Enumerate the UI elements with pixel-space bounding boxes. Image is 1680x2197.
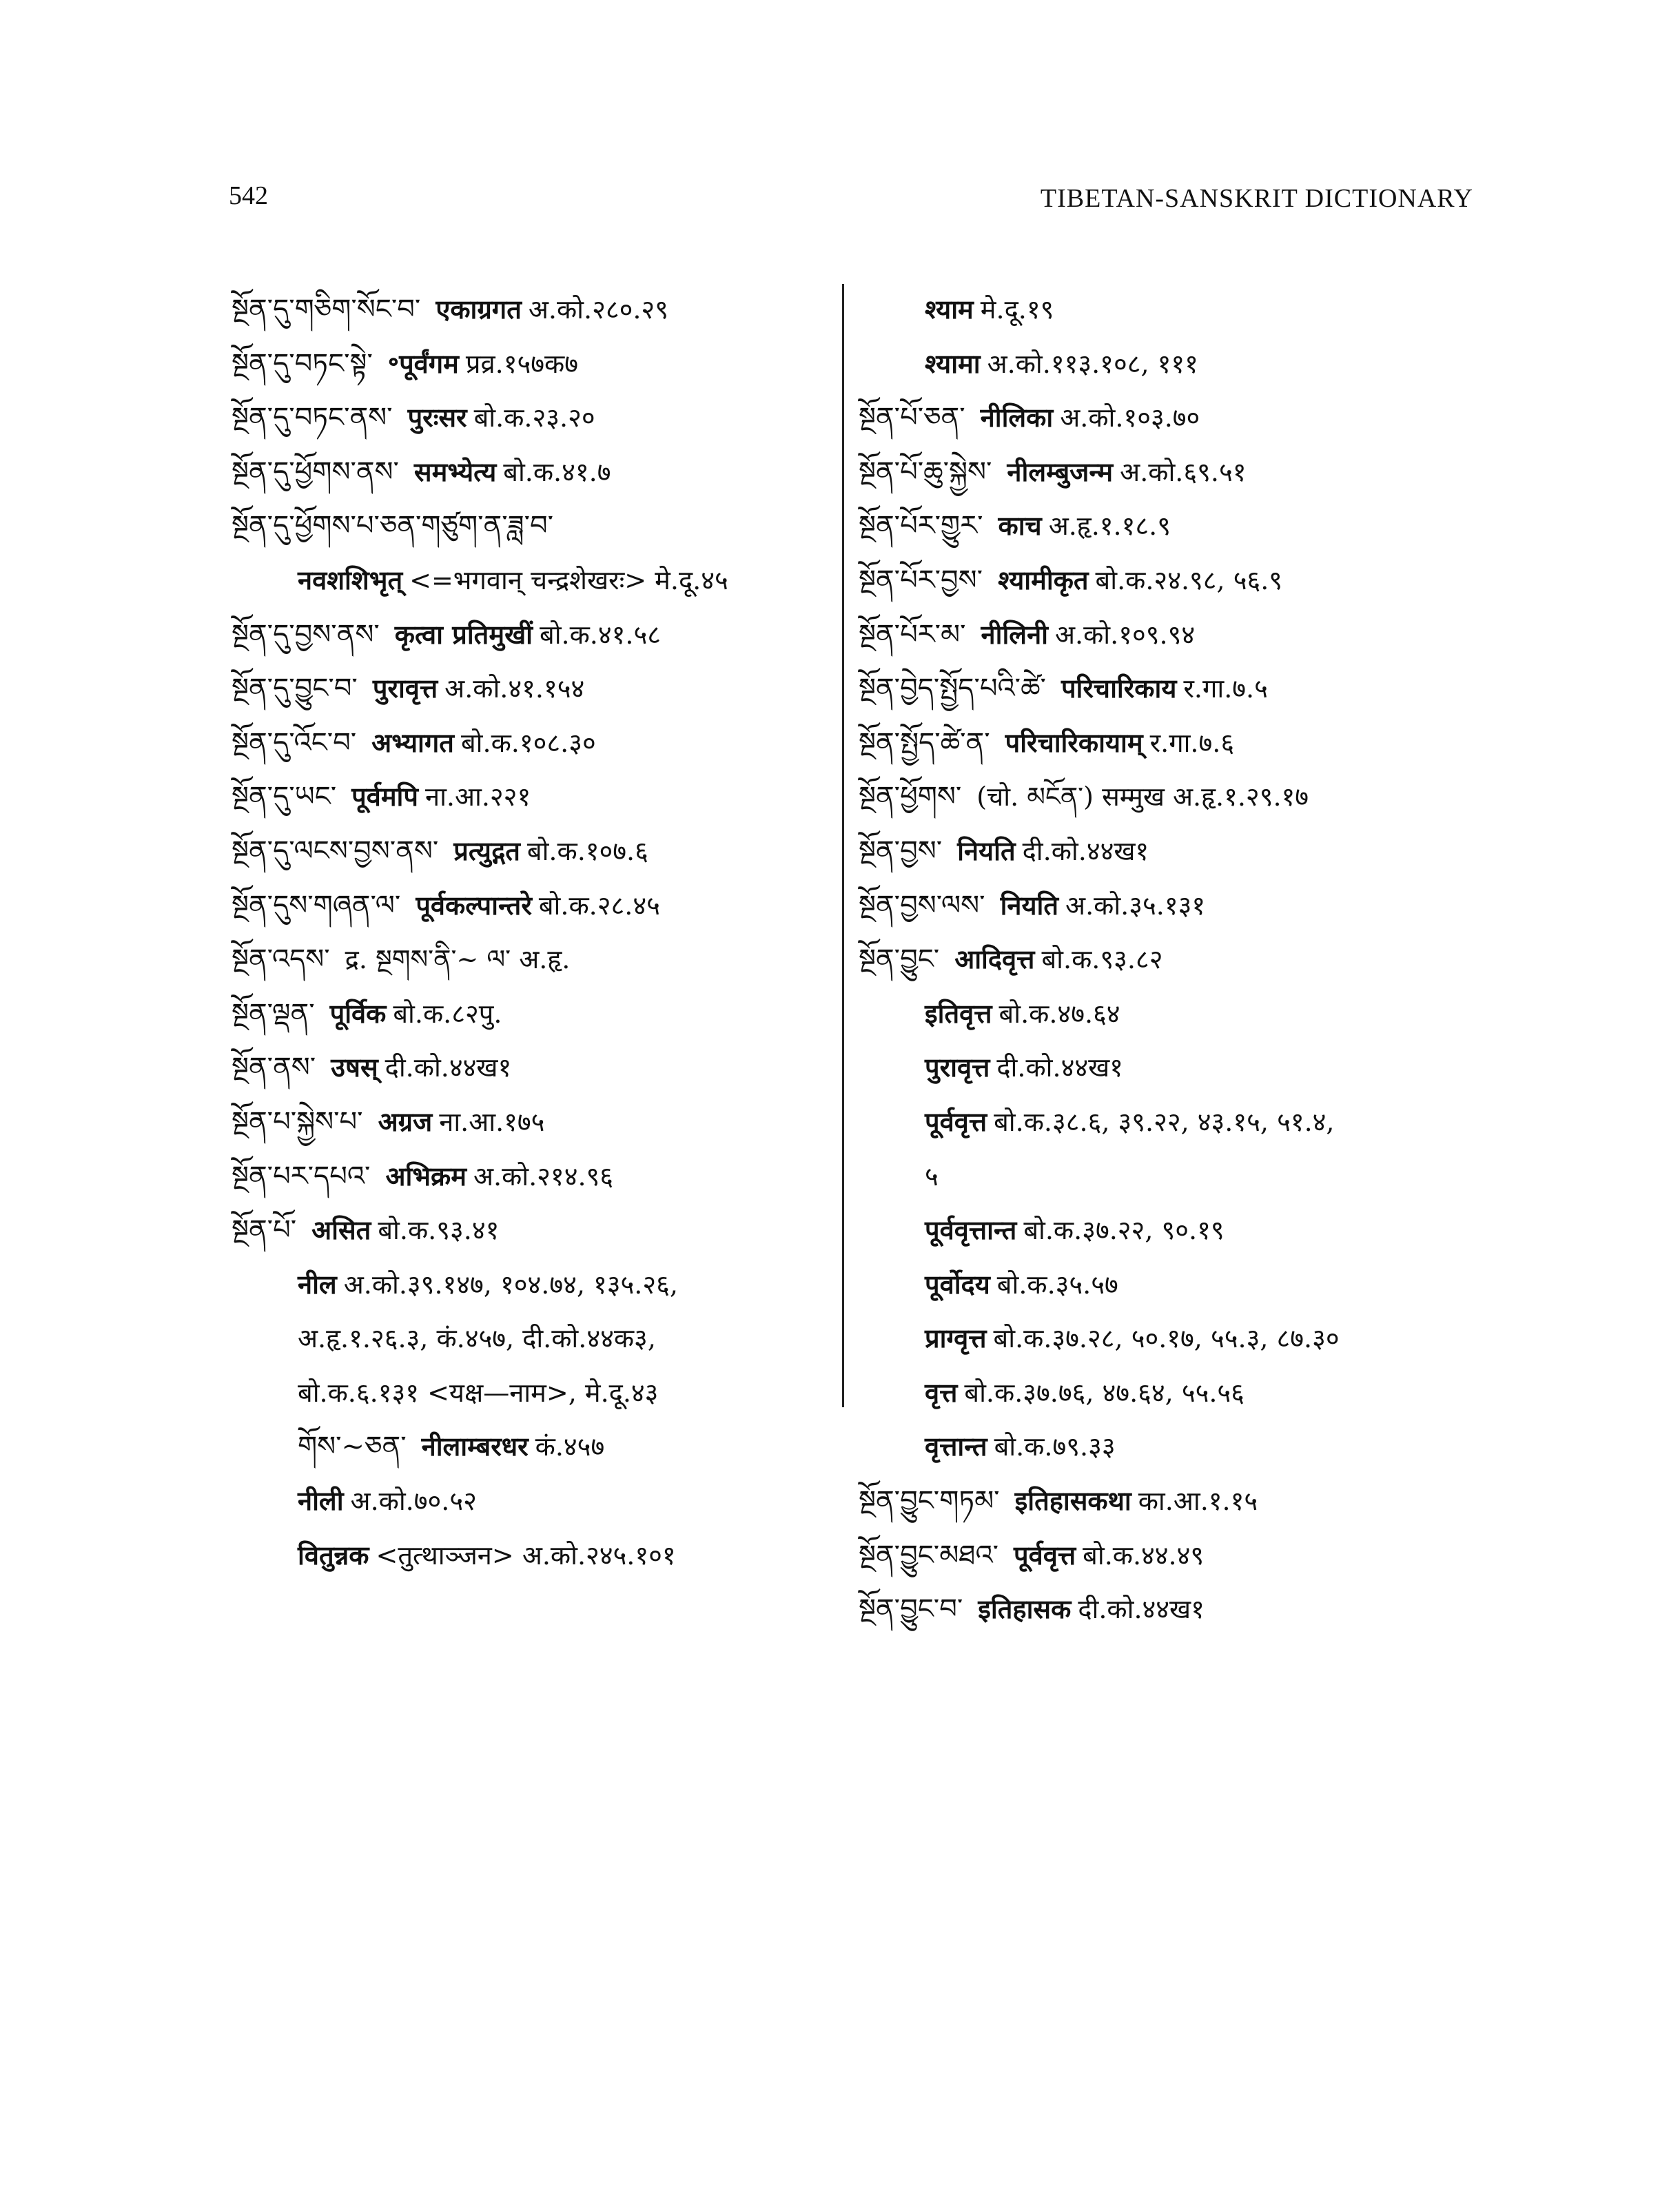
dictionary-entry xyxy=(859,879,1465,933)
source-reference: बो.क.४७.६४ xyxy=(998,998,1120,1029)
dictionary-entry xyxy=(232,337,838,391)
source-reference: ५ xyxy=(925,1161,939,1192)
source-reference: बो.क.२८.४५ xyxy=(538,890,660,921)
sanskrit-equivalent: परिचारिकायाम् xyxy=(1005,726,1143,758)
sanskrit-equivalent: अभिक्रम xyxy=(385,1160,467,1192)
sanskrit-equivalent: वृत्त xyxy=(925,1376,958,1408)
dictionary-entry xyxy=(859,553,1465,608)
sanskrit-equivalent: आदिवृत्त xyxy=(954,943,1035,975)
tibetan-headword: སྔོན་པོར་མ་ xyxy=(859,618,966,651)
sanskrit-equivalent: कृत्वा प्रतिमुखीं xyxy=(394,618,533,650)
sanskrit-equivalent: नीलिनी xyxy=(981,618,1049,650)
dictionary-entry xyxy=(232,608,838,662)
source-reference: कं.४५७ xyxy=(535,1431,605,1462)
source-reference: अ.को.२१४.९६ xyxy=(473,1161,614,1192)
dictionary-entry xyxy=(859,391,1465,445)
page-number: 542 xyxy=(229,181,268,210)
tibetan-headword: སྔོན་ནས་ xyxy=(232,1052,316,1084)
source-reference: बो.क.३७.७६, ४७.६४, ५५.५६ xyxy=(964,1377,1244,1408)
tibetan-headword: སྔོན་དུ་ཕྱོགས་པ་ཅན་གཙུག་ན་ཟླ་བ་ xyxy=(232,510,554,542)
sanskrit-equivalent: प्राग्वृत्त xyxy=(925,1322,987,1354)
running-head: TIBETAN-SANSKRIT DICTIONARY xyxy=(1040,184,1473,213)
sub-entry xyxy=(232,1420,838,1474)
source-reference: बो.क.१०८.३० xyxy=(460,727,596,758)
dictionary-entry xyxy=(859,1474,1465,1529)
sanskrit-equivalent: परिचारिकाय xyxy=(1061,673,1177,704)
dictionary-entry xyxy=(232,824,838,879)
tibetan-headword: སྔོན་བྱུང་གཏམ་ xyxy=(859,1485,1000,1518)
tibetan-headword: སྔོན་དུ་བཏང་སྟེ་ xyxy=(232,347,373,380)
sanskrit-equivalent: पूर्ववृत्त xyxy=(1014,1539,1076,1571)
source-reference: बो.क.९३.४१ xyxy=(378,1215,500,1246)
sub-entry xyxy=(232,553,838,608)
sanskrit-equivalent: नियति xyxy=(1000,889,1059,921)
source-reference: अ.को.६९.५१ xyxy=(1120,456,1247,487)
source-reference: <तुत्थाञ्जन> अ.को.२४५.१०१ xyxy=(376,1540,676,1571)
sub-entry xyxy=(859,1041,1465,1095)
tibetan-headword: སྔོན་སྤྱོད་ཚེ་ན་ xyxy=(859,726,990,759)
dictionary-entry xyxy=(859,932,1465,987)
source-reference: अ.को.१०३.७० xyxy=(1060,402,1200,433)
sub-entry xyxy=(859,1203,1465,1258)
tibetan-headword: སྔོན་བྱེད་སྤྱོད་པའི་ཚེ་ xyxy=(859,673,1046,705)
tibetan-headword: སྔོན་དུ་ཕྱོགས་ནས་ xyxy=(232,456,399,488)
source-reference: अ.को.७०.५२ xyxy=(350,1486,477,1517)
tibetan-headword: སྔོན་ལྡན་ xyxy=(232,997,315,1030)
sanskrit-equivalent: इतिवृत्त xyxy=(925,997,992,1029)
sub-entry xyxy=(859,337,1465,391)
dictionary-entry xyxy=(232,1041,838,1095)
source-reference: दी.को.४४ख१ xyxy=(1078,1594,1205,1625)
source-reference: दी.को.४४ख१ xyxy=(996,1052,1123,1083)
sub-entry xyxy=(859,1095,1465,1149)
dictionary-entry xyxy=(232,879,838,933)
tibetan-headword: སྔོན་བྱས་ལས་ xyxy=(859,889,985,921)
sanskrit-equivalent: समभ्येत्य xyxy=(413,456,497,487)
sanskrit-equivalent: पूर्ववृत्तान्त xyxy=(925,1214,1017,1246)
sanskrit-equivalent: इतिहासकथा xyxy=(1014,1485,1131,1517)
sanskrit-equivalent: ॰पूर्वंगम xyxy=(387,347,459,379)
sanskrit-equivalent: नियति xyxy=(957,835,1016,866)
sanskrit-equivalent: पूर्वोदय xyxy=(925,1268,990,1300)
source-reference: बो.क.६.१३१ <यक्ष—नाम>, मे.दू.४३ xyxy=(298,1377,659,1408)
source-reference: ना.आ.१७५ xyxy=(439,1106,545,1137)
sub-entry xyxy=(232,1258,838,1312)
source-reference: बो.क.२३.२० xyxy=(473,402,595,433)
source-reference: प्रव्र.१५७क७ xyxy=(465,348,578,379)
sub-entry xyxy=(859,1311,1465,1366)
source-reference: ना.आ.२२१ xyxy=(425,781,531,813)
sanskrit-equivalent: नीली xyxy=(298,1485,344,1517)
sanskrit-equivalent: पूर्विक xyxy=(329,997,387,1029)
sanskrit-equivalent: वितुन्नक xyxy=(298,1539,369,1571)
tibetan-headword: སྔོན་བྱུང་བ་ xyxy=(859,1593,963,1626)
sanskrit-equivalent: इतिहासक xyxy=(978,1593,1072,1625)
sanskrit-equivalent: पूर्वकल्पान्तरे xyxy=(416,889,532,921)
dictionary-entry xyxy=(859,1582,1465,1637)
tibetan-headword: སྔོན་དུ་བྱུང་བ་ xyxy=(232,673,358,705)
dictionary-entry xyxy=(232,987,838,1041)
source-reference: बो.क.३७.२८, ५०.१७, ५५.३, ८७.३० xyxy=(993,1323,1340,1354)
sub-entry xyxy=(232,1529,838,1583)
tibetan-headword: སྔོན་དུ་འོང་བ་ xyxy=(232,726,357,759)
tibetan-headword: སྔོན་འདས་ xyxy=(232,943,330,976)
tibetan-headword: གོས་~ཅན་ xyxy=(298,1431,407,1463)
source-reference: र.गा.७.६ xyxy=(1149,727,1235,758)
source-reference: अ.को.११३.१०८, १११ xyxy=(987,348,1198,379)
sanskrit-equivalent: श्यामा xyxy=(925,347,981,379)
source-reference: बो.क.८२पु. xyxy=(393,998,502,1029)
dictionary-entry xyxy=(232,283,838,337)
source-reference: <=भगवान् चन्द्रशेखरः> मे.दू.४५ xyxy=(409,564,728,595)
sanskrit-equivalent: असित xyxy=(311,1214,371,1246)
source-reference: बो.क.४१.७ xyxy=(503,456,611,487)
dictionary-entry xyxy=(859,770,1465,824)
tibetan-headword: སྔོན་པོར་གྱུར་ xyxy=(859,510,983,542)
sanskrit-equivalent: नीलिका xyxy=(980,402,1054,433)
source-reference: बो.क.३७.२२, ९०.१९ xyxy=(1023,1215,1225,1246)
tibetan-headword: སྔོན་པོ་ཆུ་སྐྱེས་ xyxy=(859,456,992,488)
sanskrit-equivalent: श्याम xyxy=(925,294,974,325)
source-reference: अ.हृ.१.१८.९ xyxy=(1048,511,1171,542)
tibetan-headword: སྔོན་བྱུང་ xyxy=(859,943,940,976)
tibetan-headword: སྔོན་པ་སྐྱེས་པ་ xyxy=(232,1105,363,1138)
dictionary-entry xyxy=(859,445,1465,500)
sanskrit-equivalent: पुरावृत्त xyxy=(925,1052,990,1083)
tibetan-headword: སྔོན་པོ་ཅན་ xyxy=(859,402,965,434)
dictionary-entry xyxy=(232,499,838,553)
tibetan-headword: སྔོན་དུ་བཏང་ནས་ xyxy=(232,402,393,434)
tibetan-headword: སྔོན་དུ་བྱས་ནས་ xyxy=(232,618,380,651)
dictionary-entry xyxy=(232,770,838,824)
dictionary-entry xyxy=(232,1095,838,1149)
tibetan-headword: སྔོན་དུ་ལངས་བྱས་ནས་ xyxy=(232,835,439,867)
source-reference: द्र. སྔགས་ནི་~ ལ་ अ.हृ. xyxy=(345,944,571,975)
sanskrit-equivalent: नीलाम्बरधर xyxy=(421,1431,529,1462)
sub-entry xyxy=(859,1258,1465,1312)
source-reference: अ.हृ.१.२६.३, कं.४५७, दी.को.४४क३, xyxy=(298,1323,656,1354)
source-reference: बो.क.३८.६, ३९.२२, ४३.१५, ५१.४, xyxy=(994,1106,1335,1137)
column-divider xyxy=(842,284,844,1407)
sub-entry xyxy=(859,1420,1465,1474)
sanskrit-equivalent: पूर्ववृत्त xyxy=(925,1105,987,1137)
dictionary-entry xyxy=(859,608,1465,662)
source-reference: बो.क.३५.५७ xyxy=(996,1269,1118,1300)
source-reference: बो.क.४१.५८ xyxy=(540,619,662,650)
right-column xyxy=(859,283,1465,1637)
sanskrit-equivalent: प्रत्युद्गत xyxy=(453,835,520,866)
source-reference: अ.को.४१.१५४ xyxy=(444,673,585,704)
source-reference: बो.क.७९.३३ xyxy=(994,1431,1116,1462)
tibetan-headword: སྔོན་པོ་ xyxy=(232,1214,297,1247)
source-reference: दी.को.४४ख१ xyxy=(385,1052,512,1083)
tibetan-headword: སྔོན་པོར་བྱས་ xyxy=(859,564,983,596)
source-reference: (चो. མངོན་) सम्मुख अ.हृ.१.२९.१७ xyxy=(976,781,1309,813)
dictionary-entry xyxy=(232,445,838,500)
source-reference: बो.क.२४.९८, ५६.९ xyxy=(1095,564,1283,595)
sanskrit-equivalent: नवशशिभृत् xyxy=(298,564,403,595)
dictionary-entry xyxy=(232,662,838,716)
dictionary-entry xyxy=(232,932,838,987)
tibetan-headword: སྔོན་དུ་ཡང་ xyxy=(232,781,337,813)
left-column xyxy=(232,283,838,1582)
dictionary-entry xyxy=(859,662,1465,716)
sub-entry xyxy=(859,1366,1465,1420)
sub-entry xyxy=(232,1366,838,1420)
sanskrit-equivalent: वृत्तान्त xyxy=(925,1431,987,1462)
source-reference: अ.को.३५.१३१ xyxy=(1065,890,1206,921)
source-reference: र.गा.७.५ xyxy=(1183,673,1268,704)
tibetan-headword: སྔོན་པར་དཔའ་ xyxy=(232,1160,371,1192)
tibetan-headword: སྔོན་དུ་གཅིག་སོང་བ་ xyxy=(232,294,421,325)
tibetan-headword: སྔོན་བྱས་ xyxy=(859,835,943,867)
source-reference: अ.को.१०९.९४ xyxy=(1055,619,1196,650)
dictionary-entry xyxy=(859,1529,1465,1583)
source-reference: बो.क.९३.८२ xyxy=(1041,944,1163,975)
source-reference: मे.दू.१९ xyxy=(980,294,1054,325)
sub-entry xyxy=(232,1474,838,1529)
sanskrit-equivalent: काच xyxy=(998,510,1042,542)
dictionary-entry xyxy=(859,716,1465,770)
source-reference: दी.को.४४ख१ xyxy=(1022,835,1149,866)
sanskrit-equivalent: पुरःसर xyxy=(407,402,467,433)
dictionary-entry xyxy=(232,391,838,445)
sub-entry xyxy=(859,987,1465,1041)
sanskrit-equivalent: एकाग्रगत xyxy=(436,294,522,325)
sanskrit-equivalent: अग्रज xyxy=(378,1105,433,1137)
dictionary-entry xyxy=(859,824,1465,879)
sanskrit-equivalent: पूर्वमपि xyxy=(351,781,418,813)
sanskrit-equivalent: श्यामीकृत xyxy=(998,564,1089,595)
tibetan-headword: སྔོན་ཕྱོགས་ xyxy=(859,781,962,813)
dictionary-entry xyxy=(232,1203,838,1258)
sub-entry xyxy=(859,1149,1465,1204)
sanskrit-equivalent: पुरावृत्त xyxy=(372,673,438,704)
sub-entry xyxy=(232,1311,838,1366)
source-reference: का.आ.१.१५ xyxy=(1138,1486,1258,1517)
sanskrit-equivalent: अभ्यागत xyxy=(371,726,454,758)
source-reference: अ.को.२८०.२९ xyxy=(528,294,668,325)
sanskrit-equivalent: नीलम्बुजन्म xyxy=(1007,456,1114,487)
sanskrit-equivalent: उषस् xyxy=(331,1052,378,1083)
sanskrit-equivalent: नील xyxy=(298,1268,337,1300)
dictionary-entry xyxy=(859,499,1465,553)
tibetan-headword: སྔོན་དུས་གཞན་ལ་ xyxy=(232,889,401,921)
tibetan-headword: སྔོན་བྱུང་མཐའ་ xyxy=(859,1539,999,1571)
source-reference: बो.क.४४.४९ xyxy=(1083,1540,1205,1571)
source-reference: अ.को.३९.१४७, १०४.७४, १३५.२६, xyxy=(343,1269,678,1300)
source-reference: बो.क.१०७.६ xyxy=(526,835,648,866)
dictionary-entry xyxy=(232,1149,838,1204)
sub-entry xyxy=(859,283,1465,337)
dictionary-entry xyxy=(232,716,838,770)
